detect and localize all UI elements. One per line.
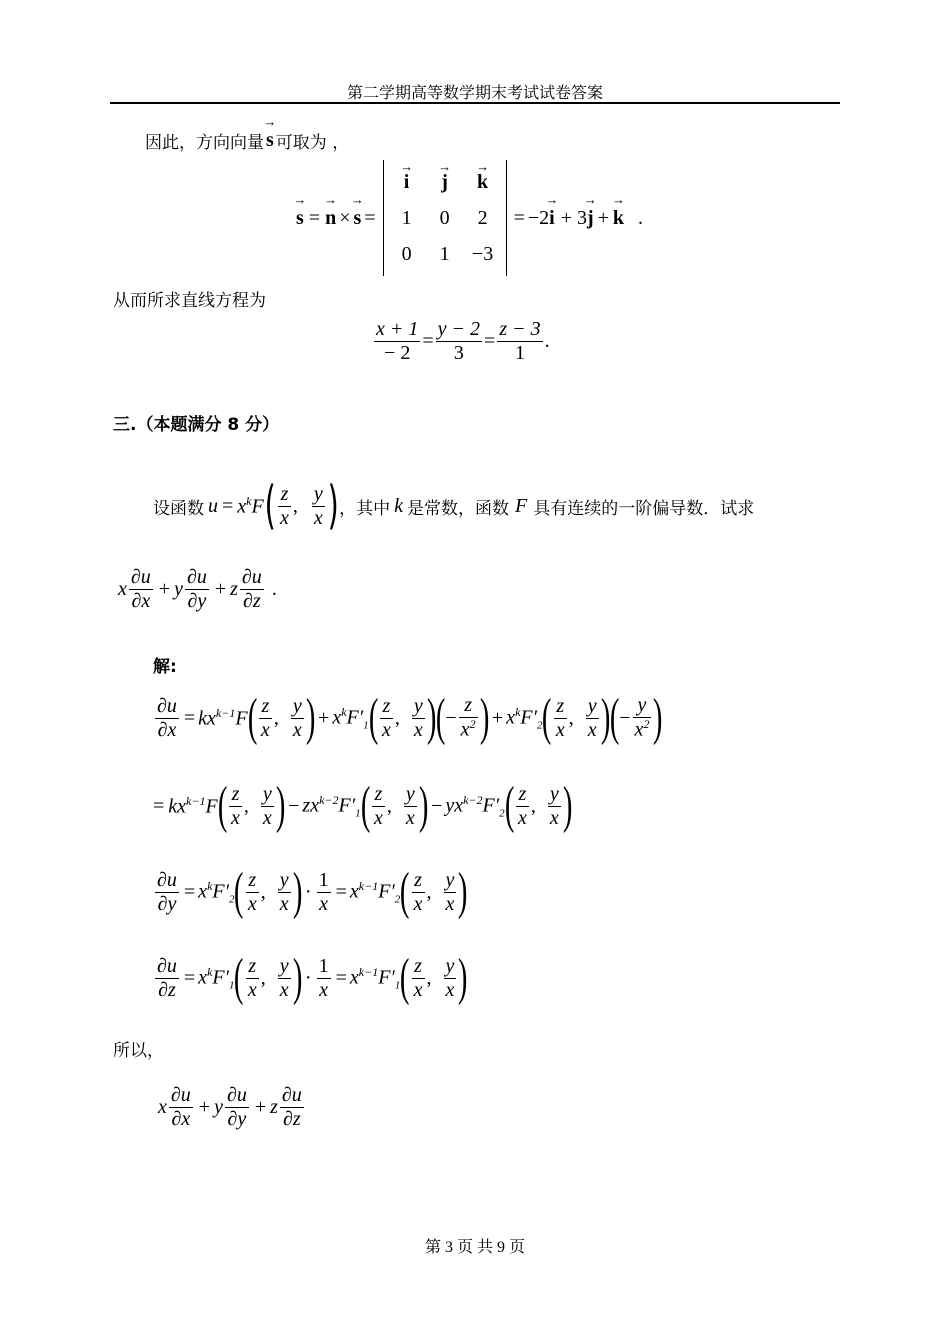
det-cell: −3 xyxy=(471,243,494,265)
direction-vector-intro xyxy=(145,128,349,153)
intro-prefix: 因此，方向向量 xyxy=(145,133,264,153)
problem-mid: ，其中 xyxy=(339,498,391,519)
frac2-den: 3 xyxy=(453,342,464,364)
vector-s: → s xyxy=(266,129,274,152)
line-equation: $\frac{x + 1}{- 2}$ = $\frac{y - 2}{3}$ = $\frac{z - 3}{1}$ . xyxy=(376,318,550,364)
det-cell: 2 xyxy=(477,207,488,229)
det-cell-j: → j xyxy=(426,164,464,200)
vector-n: → n xyxy=(325,207,336,230)
so-label: 所以， xyxy=(113,1041,164,1061)
line-equation-text: 从而所求直线方程为 xyxy=(113,291,266,311)
period: . xyxy=(544,330,550,352)
problem-suffix: 具有连续的一阶偏导数．试求 xyxy=(533,498,755,519)
function-F: F xyxy=(514,494,528,517)
period: . xyxy=(638,206,644,229)
problem-prefix: 设函数 xyxy=(153,498,204,519)
problem-mid2: 是常数，函数 xyxy=(406,498,509,519)
det-cell-i: → i xyxy=(388,164,426,200)
plus-sign: + xyxy=(597,206,609,229)
problem-statement: 设函数 u = $x^kF$ ( $\frac{z}{x}$ , $\frac{y}{x}$ ) ，其中 k 是常数，函数 F 具有连续的一阶偏导数．试求 xyxy=(153,476,755,536)
det-cell: 1 xyxy=(439,243,450,265)
frac3-num: z − 3 xyxy=(499,318,541,340)
frac1-den: − 2 xyxy=(384,342,411,364)
unit-j: → j xyxy=(587,207,594,230)
coef-j: + 3 xyxy=(560,206,587,229)
partial-x-line1: $\frac{\partial u}{\partial x}$ = $kx^{k-1}F$ ( $\frac{z}{x}$ , $\frac{y}{x}$ ) + $x^kF'_1$ ( $\frac{z}{x}$ , $\frac{y}{x}$ ) ( − $\frac{z}{x^2}$ ) + $x^kF'_2$ ( $\frac{z}{x}$ , $\frac{y}{x}$ ) ( − $\frac{y}{x^2}$ ) xyxy=(157,689,663,746)
intro-suffix: 可取为 ， xyxy=(275,133,350,153)
solution-label: 解: xyxy=(153,657,177,677)
page-footer: 第 3 页 共 9 页 xyxy=(424,1239,525,1256)
constant-k: k xyxy=(394,494,403,517)
determinant xyxy=(383,160,507,276)
vector-s-lhs: → s xyxy=(296,207,304,230)
final-expression: x $\frac{\partial u}{\partial x}$ + y $\frac{\partial u}{\partial y}$ + z $\frac{\partial u}{\partial z}$ xyxy=(158,1084,302,1130)
partial-y-line: $\frac{\partial u}{\partial y}$ = $x^kF'_2$ ( $\frac{z}{x}$ , $\frac{y}{x}$ ) · $\frac{1}{x}$ = $x^{k-1}F'_2$ ( $\frac{z}{x}$ , $\frac{y}{x}$ ) xyxy=(157,863,468,920)
page-header: 第二学期高等数学期末考试试卷答案 xyxy=(346,83,603,102)
frac2-num: y − 2 xyxy=(437,318,481,340)
frac1-num: x + 1 xyxy=(376,318,419,340)
section-heading: 三.（本题满分 8 分） xyxy=(113,415,280,435)
partial-z-line: $\frac{\partial u}{\partial z}$ = $x^kF'_1$ ( $\frac{z}{x}$ , $\frac{y}{x}$ ) · $\frac{1}{x}$ = $x^{k-1}F'_1$ ( $\frac{z}{x}$ , $\frac{y}{x}$ ) xyxy=(157,949,468,1006)
partial-x-line2: = $kx^{k-1}F$ ( $\frac{z}{x}$ , $\frac{y}{x}$ ) − $zx^{k-2}F'_1$ ( $\frac{z}{x}$ , $\frac{y}{x}$ ) − $yx^{k-2}F'_2$ ( $\frac{z}{x}$ , $\frac{y}{x}$ ) xyxy=(153,777,573,834)
unit-i: → i xyxy=(549,207,555,230)
frac3-den: 1 xyxy=(514,342,525,364)
det-cell: 0 xyxy=(401,243,412,265)
det-cell-k: → k xyxy=(464,164,502,200)
cross-product-equation: → s = → n × → s = → i → j → k 1 0 2 0 1 −3 = −2 → i + 3 → j + → k . xyxy=(296,160,643,276)
coef-i: −2 xyxy=(527,206,550,229)
vector-s-rhs: → s xyxy=(353,207,361,230)
target-expression: x $\frac{\partial u}{\partial x}$ + y $\frac{\partial u}{\partial y}$ + z $\frac{\partial u}{\partial z}$ . xyxy=(118,566,277,612)
det-cell: 0 xyxy=(439,207,450,229)
unit-k: → k xyxy=(613,207,624,230)
det-cell: 1 xyxy=(401,207,412,229)
header-rule xyxy=(110,102,840,104)
